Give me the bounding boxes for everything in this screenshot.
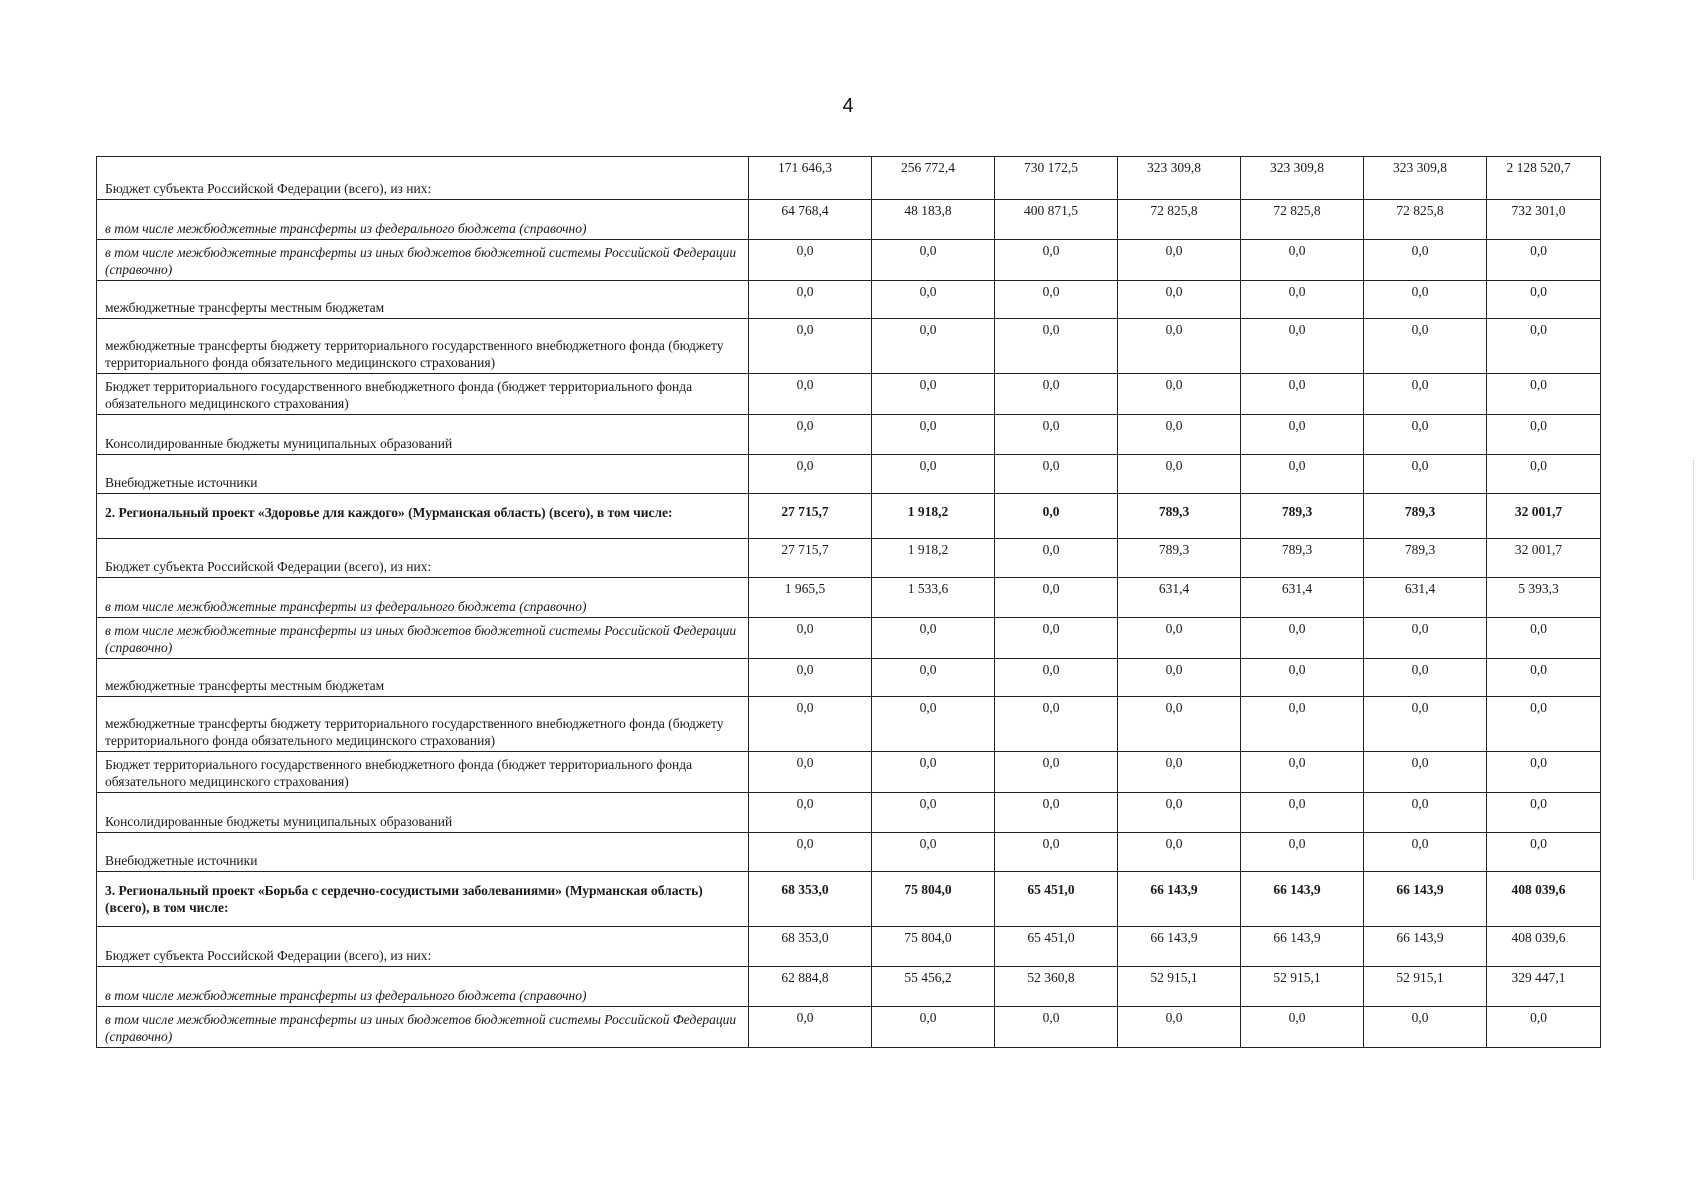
value-cell: 0,0 — [1364, 240, 1487, 281]
value-cell: 0,0 — [1118, 455, 1241, 494]
row-label: 2. Региональный проект «Здоровье для каждого» (Мурманская область) (всего), в том числе: — [97, 494, 749, 539]
value-cell: 0,0 — [872, 240, 995, 281]
value-cell: 1 918,2 — [872, 539, 995, 578]
value-cell: 0,0 — [1487, 697, 1601, 752]
table-row — [97, 697, 1601, 752]
value-cell: 27 715,7 — [749, 494, 872, 539]
value-cell: 0,0 — [872, 659, 995, 697]
value-cell: 66 143,9 — [1118, 872, 1241, 927]
value-cell: 0,0 — [1487, 1007, 1601, 1048]
value-cell: 0,0 — [1364, 697, 1487, 752]
value-cell: 64 768,4 — [749, 200, 872, 240]
value-cell: 0,0 — [1487, 415, 1601, 455]
value-cell: 0,0 — [1118, 659, 1241, 697]
row-label: Консолидированные бюджеты муниципальных образований — [97, 415, 749, 455]
table-body — [97, 157, 1601, 1048]
value-cell: 0,0 — [1364, 455, 1487, 494]
row-label: в том числе межбюджетные трансферты из иных бюджетов бюджетной системы Российской Федерации (справочно) — [97, 240, 749, 281]
value-cell: 52 915,1 — [1118, 967, 1241, 1007]
row-label: межбюджетные трансферты бюджету территориального государственного внебюджетного фонда (бюджету территориального фонда обязательного медицинского страхования) — [97, 697, 749, 752]
value-cell: 730 172,5 — [995, 157, 1118, 200]
value-cell: 0,0 — [1241, 793, 1364, 833]
value-cell: 0,0 — [995, 281, 1118, 319]
value-cell: 0,0 — [995, 1007, 1118, 1048]
value-cell: 0,0 — [749, 659, 872, 697]
table-row — [97, 659, 1601, 697]
table-row — [97, 793, 1601, 833]
value-cell: 55 456,2 — [872, 967, 995, 1007]
value-cell: 0,0 — [995, 752, 1118, 793]
value-cell: 256 772,4 — [872, 157, 995, 200]
value-cell: 75 804,0 — [872, 927, 995, 967]
value-cell: 27 715,7 — [749, 539, 872, 578]
value-cell: 0,0 — [1241, 319, 1364, 374]
value-cell: 0,0 — [1364, 833, 1487, 872]
row-label: межбюджетные трансферты местным бюджетам — [97, 281, 749, 319]
row-label: в том числе межбюджетные трансферты из иных бюджетов бюджетной системы Российской Федерации (справочно) — [97, 1007, 749, 1048]
scan-margin-marks — [1689, 460, 1694, 880]
value-cell: 62 884,8 — [749, 967, 872, 1007]
table-row — [97, 539, 1601, 578]
value-cell: 0,0 — [1487, 752, 1601, 793]
value-cell: 0,0 — [1364, 793, 1487, 833]
page-number: 4 — [842, 95, 854, 117]
value-cell: 0,0 — [1241, 752, 1364, 793]
value-cell: 408 039,6 — [1487, 872, 1601, 927]
value-cell: 0,0 — [995, 240, 1118, 281]
table-row — [97, 157, 1601, 200]
value-cell: 0,0 — [1241, 659, 1364, 697]
value-cell: 789,3 — [1118, 494, 1241, 539]
value-cell: 0,0 — [749, 697, 872, 752]
value-cell: 0,0 — [1487, 618, 1601, 659]
value-cell: 0,0 — [1487, 240, 1601, 281]
value-cell: 0,0 — [872, 1007, 995, 1048]
value-cell: 0,0 — [1487, 833, 1601, 872]
table-row — [97, 455, 1601, 494]
budget-table — [96, 156, 1601, 1048]
value-cell: 0,0 — [749, 319, 872, 374]
row-label: в том числе межбюджетные трансферты из федерального бюджета (справочно) — [97, 578, 749, 618]
table-row — [97, 200, 1601, 240]
value-cell: 789,3 — [1364, 539, 1487, 578]
table-row — [97, 967, 1601, 1007]
row-label: 3. Региональный проект «Борьба с сердечно-сосудистыми заболеваниями» (Мурманская область) (всего), в том числе: — [97, 872, 749, 927]
value-cell: 0,0 — [1118, 833, 1241, 872]
value-cell: 0,0 — [749, 618, 872, 659]
table-row — [97, 578, 1601, 618]
value-cell: 0,0 — [1118, 1007, 1241, 1048]
value-cell: 789,3 — [1364, 494, 1487, 539]
value-cell: 68 353,0 — [749, 927, 872, 967]
value-cell: 0,0 — [1241, 697, 1364, 752]
value-cell: 0,0 — [1364, 1007, 1487, 1048]
value-cell: 0,0 — [1364, 281, 1487, 319]
value-cell: 0,0 — [872, 415, 995, 455]
value-cell: 72 825,8 — [1364, 200, 1487, 240]
value-cell: 0,0 — [1241, 618, 1364, 659]
value-cell: 0,0 — [995, 793, 1118, 833]
value-cell: 52 915,1 — [1364, 967, 1487, 1007]
table-row — [97, 374, 1601, 415]
table-row — [97, 415, 1601, 455]
row-label: Бюджет субъекта Российской Федерации (всего), из них: — [97, 927, 749, 967]
value-cell: 0,0 — [749, 281, 872, 319]
value-cell: 0,0 — [1487, 374, 1601, 415]
row-label: Внебюджетные источники — [97, 455, 749, 494]
value-cell: 631,4 — [1364, 578, 1487, 618]
table-row — [97, 240, 1601, 281]
value-cell: 0,0 — [1487, 793, 1601, 833]
row-label: межбюджетные трансферты бюджету территориального государственного внебюджетного фонда (бюджету территориального фонда обязательного медицинского страхования) — [97, 319, 749, 374]
table-row — [97, 1007, 1601, 1048]
value-cell: 52 360,8 — [995, 967, 1118, 1007]
value-cell: 631,4 — [1118, 578, 1241, 618]
value-cell: 323 309,8 — [1241, 157, 1364, 200]
value-cell: 0,0 — [749, 793, 872, 833]
value-cell: 1 918,2 — [872, 494, 995, 539]
value-cell: 0,0 — [1241, 415, 1364, 455]
value-cell: 0,0 — [1241, 1007, 1364, 1048]
value-cell: 65 451,0 — [995, 872, 1118, 927]
value-cell: 408 039,6 — [1487, 927, 1601, 967]
value-cell: 0,0 — [995, 374, 1118, 415]
value-cell: 0,0 — [1487, 281, 1601, 319]
row-label: Бюджет субъекта Российской Федерации (всего), из них: — [97, 539, 749, 578]
value-cell: 0,0 — [995, 415, 1118, 455]
value-cell: 0,0 — [1118, 752, 1241, 793]
value-cell: 0,0 — [872, 455, 995, 494]
value-cell: 323 309,8 — [1118, 157, 1241, 200]
value-cell: 0,0 — [872, 697, 995, 752]
value-cell: 0,0 — [1241, 455, 1364, 494]
value-cell: 0,0 — [1364, 319, 1487, 374]
value-cell: 0,0 — [1364, 374, 1487, 415]
value-cell: 72 825,8 — [1118, 200, 1241, 240]
value-cell: 789,3 — [1241, 494, 1364, 539]
value-cell: 0,0 — [749, 1007, 872, 1048]
value-cell: 0,0 — [872, 618, 995, 659]
row-label: Консолидированные бюджеты муниципальных образований — [97, 793, 749, 833]
value-cell: 631,4 — [1241, 578, 1364, 618]
value-cell: 0,0 — [1118, 415, 1241, 455]
value-cell: 0,0 — [872, 793, 995, 833]
value-cell: 66 143,9 — [1364, 872, 1487, 927]
value-cell: 0,0 — [995, 578, 1118, 618]
value-cell: 5 393,3 — [1487, 578, 1601, 618]
value-cell: 0,0 — [1487, 659, 1601, 697]
value-cell: 1 965,5 — [749, 578, 872, 618]
value-cell: 66 143,9 — [1118, 927, 1241, 967]
value-cell: 0,0 — [995, 659, 1118, 697]
value-cell: 0,0 — [1364, 415, 1487, 455]
value-cell: 2 128 520,7 — [1487, 157, 1601, 200]
value-cell: 68 353,0 — [749, 872, 872, 927]
value-cell: 0,0 — [1118, 697, 1241, 752]
value-cell: 0,0 — [1118, 240, 1241, 281]
row-label: в том числе межбюджетные трансферты из федерального бюджета (справочно) — [97, 967, 749, 1007]
table-row — [97, 872, 1601, 927]
value-cell: 0,0 — [995, 319, 1118, 374]
value-cell: 66 143,9 — [1364, 927, 1487, 967]
value-cell: 0,0 — [749, 240, 872, 281]
value-cell: 0,0 — [1364, 659, 1487, 697]
table-row — [97, 833, 1601, 872]
value-cell: 0,0 — [1364, 752, 1487, 793]
value-cell: 72 825,8 — [1241, 200, 1364, 240]
value-cell: 0,0 — [995, 833, 1118, 872]
value-cell: 0,0 — [749, 752, 872, 793]
value-cell: 0,0 — [749, 833, 872, 872]
value-cell: 0,0 — [1118, 281, 1241, 319]
value-cell: 789,3 — [1241, 539, 1364, 578]
value-cell: 52 915,1 — [1241, 967, 1364, 1007]
value-cell: 0,0 — [1241, 374, 1364, 415]
value-cell: 0,0 — [1487, 319, 1601, 374]
value-cell: 0,0 — [749, 455, 872, 494]
value-cell: 0,0 — [1118, 618, 1241, 659]
row-label: Внебюджетные источники — [97, 833, 749, 872]
row-label: межбюджетные трансферты местным бюджетам — [97, 659, 749, 697]
value-cell: 65 451,0 — [995, 927, 1118, 967]
value-cell: 0,0 — [872, 281, 995, 319]
value-cell: 323 309,8 — [1364, 157, 1487, 200]
value-cell: 0,0 — [872, 319, 995, 374]
value-cell: 732 301,0 — [1487, 200, 1601, 240]
value-cell: 1 533,6 — [872, 578, 995, 618]
value-cell: 0,0 — [1241, 240, 1364, 281]
row-label: Бюджет субъекта Российской Федерации (всего), из них: — [97, 157, 749, 200]
value-cell: 0,0 — [1118, 793, 1241, 833]
value-cell: 0,0 — [1118, 374, 1241, 415]
row-label: в том числе межбюджетные трансферты из иных бюджетов бюджетной системы Российской Федерации (справочно) — [97, 618, 749, 659]
table-row — [97, 752, 1601, 793]
value-cell: 329 447,1 — [1487, 967, 1601, 1007]
value-cell: 0,0 — [749, 374, 872, 415]
table-row — [97, 494, 1601, 539]
value-cell: 66 143,9 — [1241, 872, 1364, 927]
value-cell: 66 143,9 — [1241, 927, 1364, 967]
value-cell: 0,0 — [995, 697, 1118, 752]
value-cell: 789,3 — [1118, 539, 1241, 578]
value-cell: 0,0 — [872, 374, 995, 415]
value-cell: 400 871,5 — [995, 200, 1118, 240]
value-cell: 0,0 — [1487, 455, 1601, 494]
row-label: Бюджет территориального государственного внебюджетного фонда (бюджет территориального фонда обязательного медицинского страхования) — [97, 374, 749, 415]
row-label: Бюджет территориального государственного внебюджетного фонда (бюджет территориального фонда обязательного медицинского страхования) — [97, 752, 749, 793]
value-cell: 0,0 — [872, 833, 995, 872]
table-row — [97, 927, 1601, 967]
table-row — [97, 618, 1601, 659]
value-cell: 48 183,8 — [872, 200, 995, 240]
value-cell: 0,0 — [1241, 833, 1364, 872]
value-cell: 0,0 — [995, 618, 1118, 659]
value-cell: 0,0 — [749, 415, 872, 455]
value-cell: 0,0 — [995, 539, 1118, 578]
row-label: в том числе межбюджетные трансферты из федерального бюджета (справочно) — [97, 200, 749, 240]
value-cell: 0,0 — [995, 494, 1118, 539]
value-cell: 0,0 — [1118, 319, 1241, 374]
value-cell: 171 646,3 — [749, 157, 872, 200]
table-row — [97, 281, 1601, 319]
value-cell: 0,0 — [1241, 281, 1364, 319]
value-cell: 75 804,0 — [872, 872, 995, 927]
value-cell: 0,0 — [872, 752, 995, 793]
table-row — [97, 319, 1601, 374]
value-cell: 32 001,7 — [1487, 494, 1601, 539]
value-cell: 0,0 — [995, 455, 1118, 494]
value-cell: 32 001,7 — [1487, 539, 1601, 578]
value-cell: 0,0 — [1364, 618, 1487, 659]
